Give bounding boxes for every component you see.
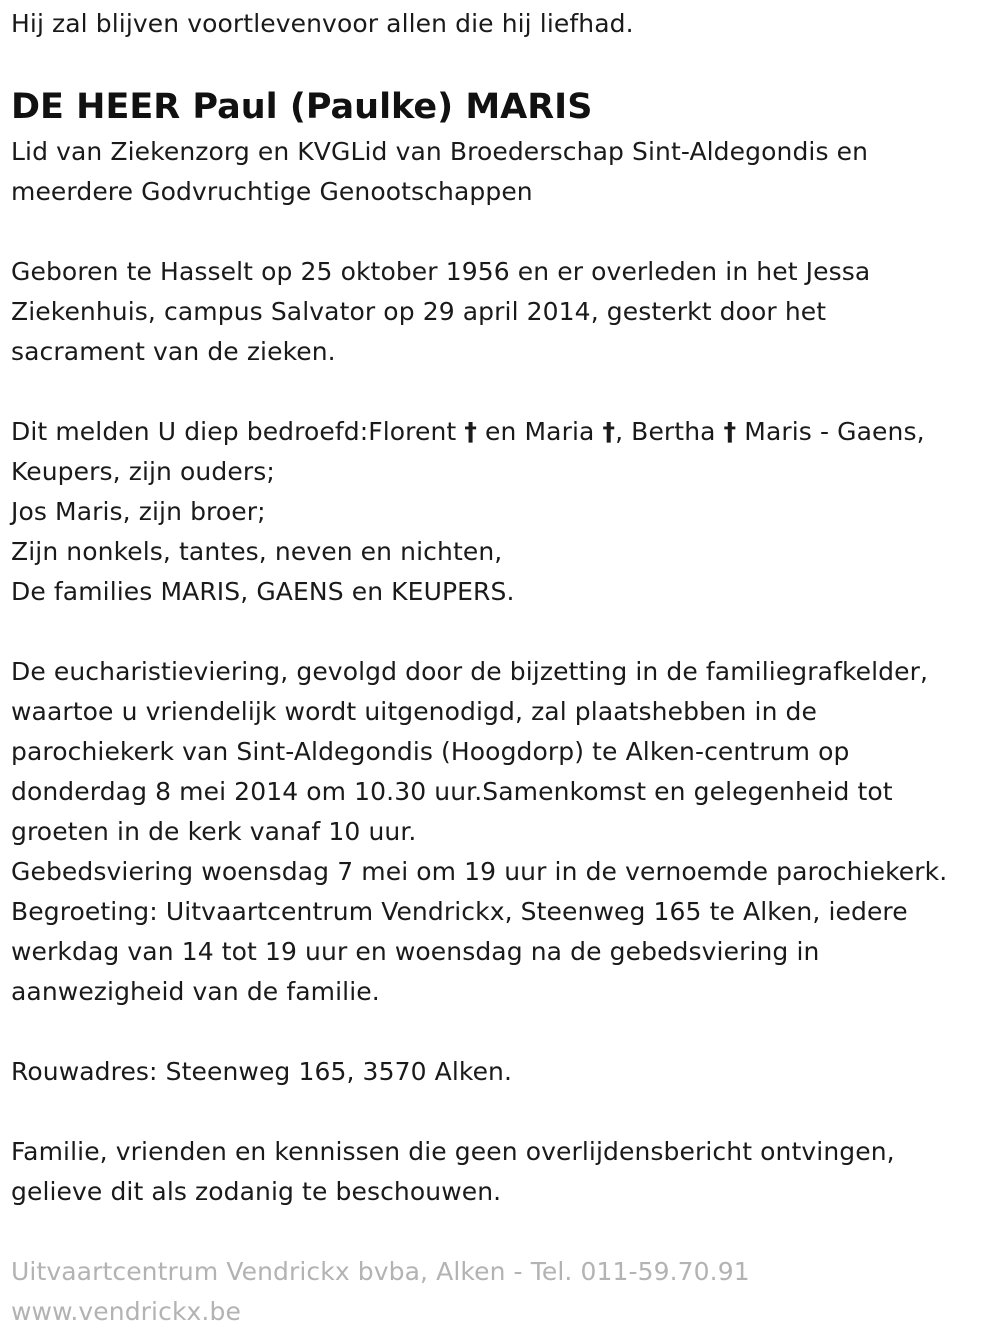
funeral-home-contact: Uitvaartcentrum Vendrickx bvba, Alken - Tel. 011-59.70.91	[11, 1257, 750, 1286]
notice-paragraph	[11, 1132, 996, 1212]
family-text: Maris - Gaens,	[736, 417, 925, 446]
ceremony-line: waartoe u vriendelijk wordt uitgenodigd, zal plaatshebben in de	[11, 697, 818, 726]
ceremony-line: aanwezigheid van de familie.	[11, 977, 380, 1006]
memberships-line: Lid van Ziekenzorg en KVGLid van Broederschap Sint-Aldegondis en	[11, 137, 869, 166]
family-text: , Bertha	[615, 417, 724, 446]
mourning-address: Rouwadres: Steenweg 165, 3570 Alken.	[11, 1057, 513, 1086]
family-line-parents	[11, 412, 996, 452]
birth-death-line: Ziekenhuis, campus Salvator op 29 april 2014, gesterkt door het	[11, 297, 827, 326]
funeral-home-website[interactable]: www.vendrickx.be	[11, 1297, 241, 1326]
family-line: Zijn nonkels, tantes, neven en nichten,	[11, 537, 503, 566]
ceremony-line: Begroeting: Uitvaartcentrum Vendrickx, Steenweg 165 te Alken, iedere	[11, 897, 908, 926]
ceremony-line: Gebedsviering woensdag 7 mei om 19 uur in de vernoemde parochiekerk.	[11, 857, 948, 886]
family-text: Dit melden U diep bedroefd:Florent	[11, 417, 465, 446]
obituary-document	[11, 0, 996, 1332]
cross-icon: †	[464, 417, 477, 446]
memberships-line: meerdere Godvruchtige Genootschappen	[11, 177, 533, 206]
paragraph-gap	[11, 372, 996, 412]
paragraph-gap	[11, 1012, 996, 1052]
notice-line: Familie, vrienden en kennissen die geen overlijdensbericht ontvingen,	[11, 1137, 895, 1166]
ceremony-line: donderdag 8 mei 2014 om 10.30 uur.Samenkomst en gelegenheid tot	[11, 777, 893, 806]
funeral-home-footer	[11, 1252, 996, 1332]
intro-quote: Hij zal blijven voortlevenvoor allen die hij liefhad.	[11, 9, 634, 38]
memberships-paragraph	[11, 132, 996, 212]
cross-icon: †	[602, 417, 616, 446]
ceremony-line: groeten in de kerk vanaf 10 uur.	[11, 817, 417, 846]
paragraph-gap	[11, 612, 996, 652]
paragraph-gap	[11, 1092, 996, 1132]
paragraph-gap	[11, 1212, 996, 1252]
family-line: Jos Maris, zijn broer;	[11, 497, 266, 526]
cross-icon: †	[723, 417, 737, 446]
ceremony-line: parochiekerk van Sint-Aldegondis (Hoogdorp) te Alken-centrum op	[11, 737, 850, 766]
ceremony-line: werkdag van 14 tot 19 uur en woensdag na de gebedsviering in	[11, 937, 820, 966]
birth-death-line: sacrament van de zieken.	[11, 337, 336, 366]
family-paragraph	[11, 412, 996, 612]
family-text: en Maria	[476, 417, 603, 446]
family-line: Keupers, zijn ouders;	[11, 457, 275, 486]
ceremony-paragraph	[11, 652, 996, 1012]
paragraph-gap	[11, 212, 996, 252]
ceremony-line: De eucharistieviering, gevolgd door de bijzetting in de familiegrafkelder,	[11, 657, 929, 686]
birth-death-paragraph	[11, 252, 996, 372]
birth-death-line: Geboren te Hasselt op 25 oktober 1956 en er overleden in het Jessa	[11, 257, 871, 286]
deceased-name-heading: DE HEER Paul (Paulke) MARIS	[11, 87, 593, 127]
notice-line: gelieve dit als zodanig te beschouwen.	[11, 1177, 502, 1206]
family-line: De families MARIS, GAENS en KEUPERS.	[11, 577, 515, 606]
